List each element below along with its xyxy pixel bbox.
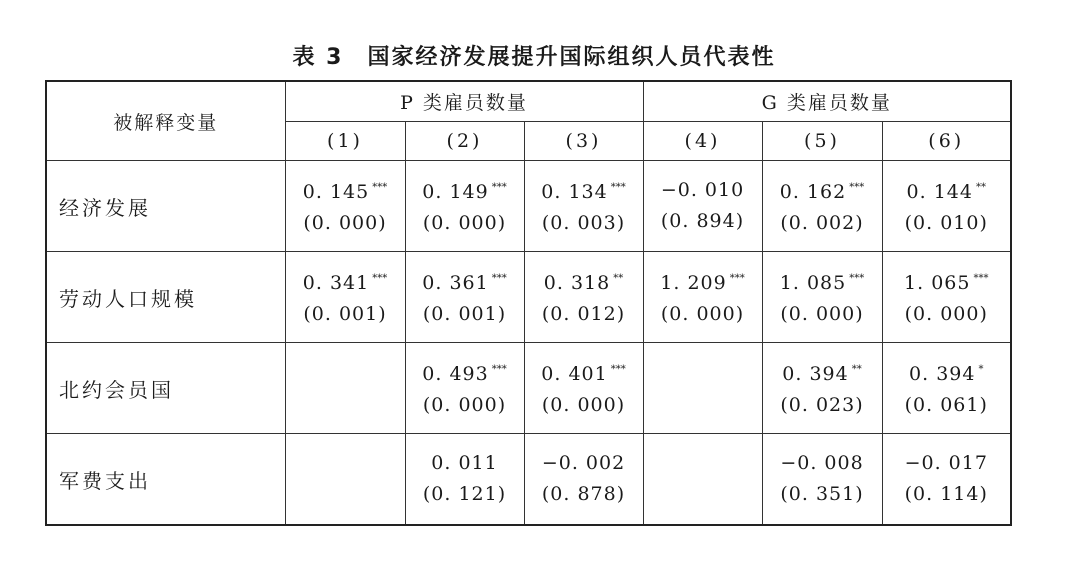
significance-stars: *** — [973, 273, 989, 284]
significance-stars: ** — [975, 182, 986, 193]
table-cell — [643, 434, 762, 526]
table-row — [46, 434, 1011, 526]
coefficient-value — [406, 264, 524, 298]
coefficient-number: 0. 394 — [782, 363, 849, 385]
significance-stars: *** — [610, 364, 626, 375]
column-header-4: (4) — [643, 122, 762, 161]
coefficient-value — [286, 173, 405, 207]
row-label: 北约会员国 — [46, 343, 285, 434]
p-value: (0. 023) — [780, 394, 864, 416]
table-cell — [524, 343, 643, 434]
coefficient-number: −0. 002 — [541, 452, 626, 474]
table-row — [46, 343, 1011, 434]
coefficient-value — [763, 448, 882, 478]
table-title: 表 3 国家经济发展提升国际组织人员代表性 — [292, 45, 776, 70]
significance-stars: ** — [613, 273, 624, 284]
coefficient-value — [525, 355, 643, 389]
table-cell — [405, 252, 524, 343]
significance-stars: * — [978, 364, 984, 375]
table-cell — [524, 252, 643, 343]
table-cell — [405, 434, 524, 526]
coefficient-value — [525, 173, 643, 207]
table-cell — [405, 343, 524, 434]
coefficient-value — [406, 355, 524, 389]
coefficient-number: 0. 394 — [909, 363, 976, 385]
table-cell — [882, 343, 1011, 434]
coefficient-number: 1. 065 — [904, 272, 971, 294]
coefficient-value — [286, 264, 405, 298]
p-value: (0. 000) — [904, 303, 988, 325]
p-value: (0. 121) — [422, 483, 507, 505]
coefficient-value — [883, 448, 1011, 478]
table-cell — [524, 161, 643, 252]
coefficient-value — [883, 355, 1011, 389]
coefficient-value — [525, 264, 643, 298]
table-cell — [882, 161, 1011, 252]
coefficient-value — [525, 448, 643, 478]
table-cell — [882, 434, 1011, 526]
significance-stars: ** — [851, 364, 862, 375]
p-value: (0. 001) — [422, 303, 507, 325]
coefficient-value — [763, 264, 882, 298]
p-value: (0. 000) — [660, 303, 745, 325]
coefficient-value — [763, 355, 882, 389]
p-value: (0. 003) — [541, 212, 626, 234]
significance-stars: *** — [849, 273, 865, 284]
coefficient-value — [644, 175, 762, 205]
p-value: (0. 061) — [904, 394, 988, 416]
table-row — [46, 252, 1011, 343]
row-label: 经济发展 — [46, 161, 285, 252]
coefficient-value — [406, 448, 524, 478]
column-header-5: (5) — [762, 122, 882, 161]
table-cell — [643, 252, 762, 343]
p-value: (0. 894) — [660, 210, 745, 232]
regression-table — [45, 80, 1012, 526]
coefficient-number: −0. 008 — [780, 452, 864, 474]
p-value: (0. 000) — [780, 303, 864, 325]
table-cell — [285, 434, 405, 526]
dependent-variable-header: 被解释变量 — [46, 81, 285, 161]
p-value: (0. 000) — [541, 394, 626, 416]
significance-stars: *** — [372, 182, 388, 193]
table-cell — [643, 161, 762, 252]
table-cell — [285, 343, 405, 434]
row-label: 劳动人口规模 — [46, 252, 285, 343]
table-cell — [643, 343, 762, 434]
header-row-groups — [46, 81, 1011, 122]
significance-stars: *** — [491, 364, 507, 375]
p-value: (0. 001) — [303, 303, 387, 325]
p-value: (0. 010) — [904, 212, 988, 234]
coefficient-number: −0. 017 — [904, 452, 988, 474]
table-cell — [882, 252, 1011, 343]
coefficient-number: 1. 209 — [660, 272, 727, 294]
significance-stars: *** — [372, 273, 388, 284]
coefficient-number: 0. 162 — [779, 181, 847, 203]
column-header-6: (6) — [882, 122, 1011, 161]
coefficient-number: 0. 341 — [302, 272, 370, 294]
row-label: 军费支出 — [46, 434, 285, 526]
p-value: (0. 000) — [303, 212, 387, 234]
table-cell — [762, 161, 882, 252]
coefficient-number: 0. 134 — [541, 181, 608, 203]
table-cell — [285, 252, 405, 343]
table-cell — [524, 434, 643, 526]
p-value: (0. 114) — [904, 483, 988, 505]
column-header-1: (1) — [285, 122, 405, 161]
p-value: (0. 000) — [422, 212, 507, 234]
coefficient-number: −0. 010 — [660, 179, 745, 201]
table-cell — [762, 434, 882, 526]
coefficient-value — [406, 173, 524, 207]
table-cell — [285, 161, 405, 252]
coefficient-value — [883, 264, 1011, 298]
column-header-3: (3) — [524, 122, 643, 161]
coefficient-number: 0. 401 — [541, 363, 608, 385]
coefficient-value — [763, 173, 882, 207]
g-staff-group-header: G 类雇员数量 — [643, 81, 1011, 122]
coefficient-number: 0. 493 — [422, 363, 489, 385]
p-value: (0. 878) — [541, 483, 626, 505]
significance-stars: *** — [729, 273, 745, 284]
coefficient-value — [883, 173, 1011, 207]
coefficient-value — [644, 264, 762, 298]
significance-stars: *** — [491, 273, 507, 284]
coefficient-number: 0. 361 — [422, 272, 489, 294]
table-row — [46, 161, 1011, 252]
p-value: (0. 002) — [780, 212, 864, 234]
p-value: (0. 000) — [422, 394, 507, 416]
table-cell — [762, 252, 882, 343]
significance-stars: *** — [610, 182, 626, 193]
coefficient-number: 0. 318 — [543, 272, 611, 294]
table-cell — [762, 343, 882, 434]
table-cell — [405, 161, 524, 252]
significance-stars: *** — [491, 182, 507, 193]
coefficient-number: 0. 149 — [422, 181, 489, 203]
p-value: (0. 351) — [780, 483, 864, 505]
coefficient-number: 1. 085 — [779, 272, 847, 294]
p-value: (0. 012) — [541, 303, 626, 325]
p-staff-group-header: P 类雇员数量 — [285, 81, 643, 122]
column-header-2: (2) — [405, 122, 524, 161]
coefficient-number: 0. 011 — [431, 452, 498, 474]
significance-stars: *** — [849, 182, 865, 193]
coefficient-number: 0. 145 — [302, 181, 370, 203]
coefficient-number: 0. 144 — [906, 181, 973, 203]
